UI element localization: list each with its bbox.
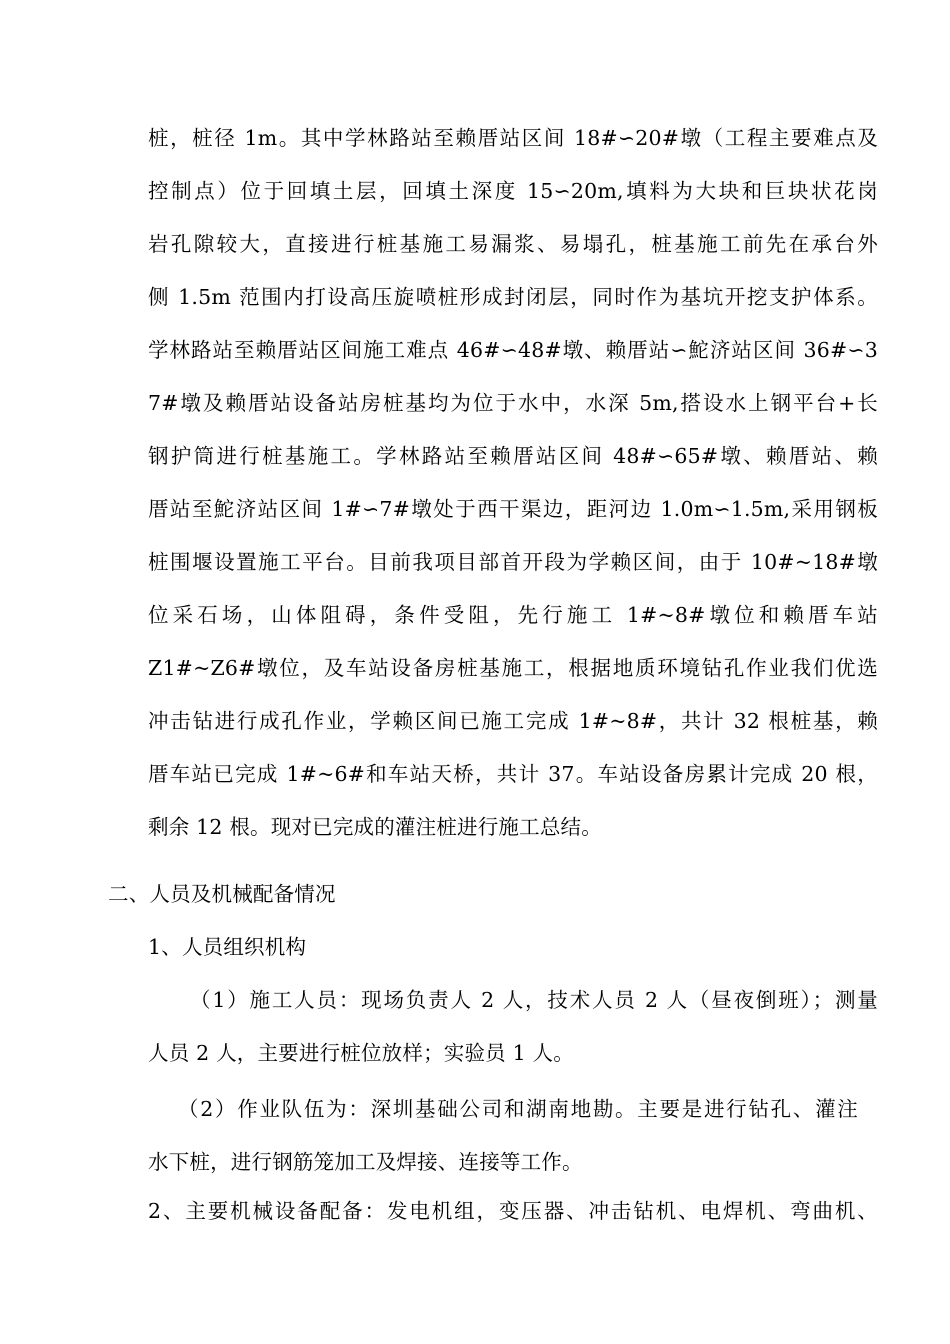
text-line: 岩孔隙较大，直接进行桩基施工易漏浆、易塌孔，桩基施工前先在承台外 xyxy=(148,232,878,256)
text-line: 厝站至鮀济站区间 1#∽7#墩处于西干渠边，距河边 1.0m∽1.5m,采用钢板 xyxy=(148,497,878,521)
text-line: 侧 1.5m 范围内打设高压旋喷桩形成封闭层，同时作为基坑开挖支护体系。 xyxy=(148,285,878,309)
text-line: 冲击钻进行成孔作业，学赖区间已施工完成 1#~8#，共计 32 根桩基，赖 xyxy=(148,709,878,733)
text-line: 钢护筒进行桩基施工。学林路站至赖厝站区间 48#∽65#墩、赖厝站、赖 xyxy=(148,444,878,468)
text-line: 人员 2 人，主要进行桩位放样；实验员 1 人。 xyxy=(148,1041,574,1065)
section-heading: 二、人员及机械配备情况 xyxy=(108,882,336,906)
text-line: Z1#~Z6#墩位，及车站设备房桩基施工，根据地质环境钻孔作业我们优选 xyxy=(148,656,878,680)
text-line: （2）作业队伍为：深圳基础公司和湖南地勘。主要是进行钻孔、灌注 xyxy=(178,1097,858,1121)
text-line: （1）施工人员：现场负责人 2 人，技术人员 2 人（昼夜倒班）；测量 xyxy=(190,988,878,1012)
text-line: 桩，桩径 1m。其中学林路站至赖厝站区间 18#∽20#墩（工程主要难点及 xyxy=(148,126,878,150)
equipment-heading: 2、主要机械设备配备：发电机组，变压器、冲击钻机、电焊机、弯曲机、 xyxy=(148,1199,878,1223)
text-line: 水下桩，进行钢筋笼加工及焊接、连接等工作。 xyxy=(148,1150,583,1174)
text-line: 位采石场，山体阻碍，条件受阻，先行施工 1#~8#墩位和赖厝车站 xyxy=(148,603,878,627)
text-line: 厝车站已完成 1#~6#和车站天桥，共计 37。车站设备房累计完成 20 根， xyxy=(148,762,878,786)
text-line: 学林路站至赖厝站区间施工难点 46#∽48#墩、赖厝站∽鮀济站区间 36#∽3 xyxy=(148,338,878,362)
text-line: 剩余 12 根。现对已完成的灌注桩进行施工总结。 xyxy=(148,815,602,839)
text-line: 桩围堰设置施工平台。目前我项目部首开段为学赖区间，由于 10#~18#墩 xyxy=(148,550,878,574)
subsection-heading: 1、人员组织机构 xyxy=(148,935,307,959)
text-line: 7#墩及赖厝站设备站房桩基均为位于水中，水深 5m,搭设水上钢平台+长 xyxy=(148,391,878,415)
text-line: 控制点）位于回填土层，回填土深度 15∽20m,填料为大块和巨块状花岗 xyxy=(148,179,878,203)
